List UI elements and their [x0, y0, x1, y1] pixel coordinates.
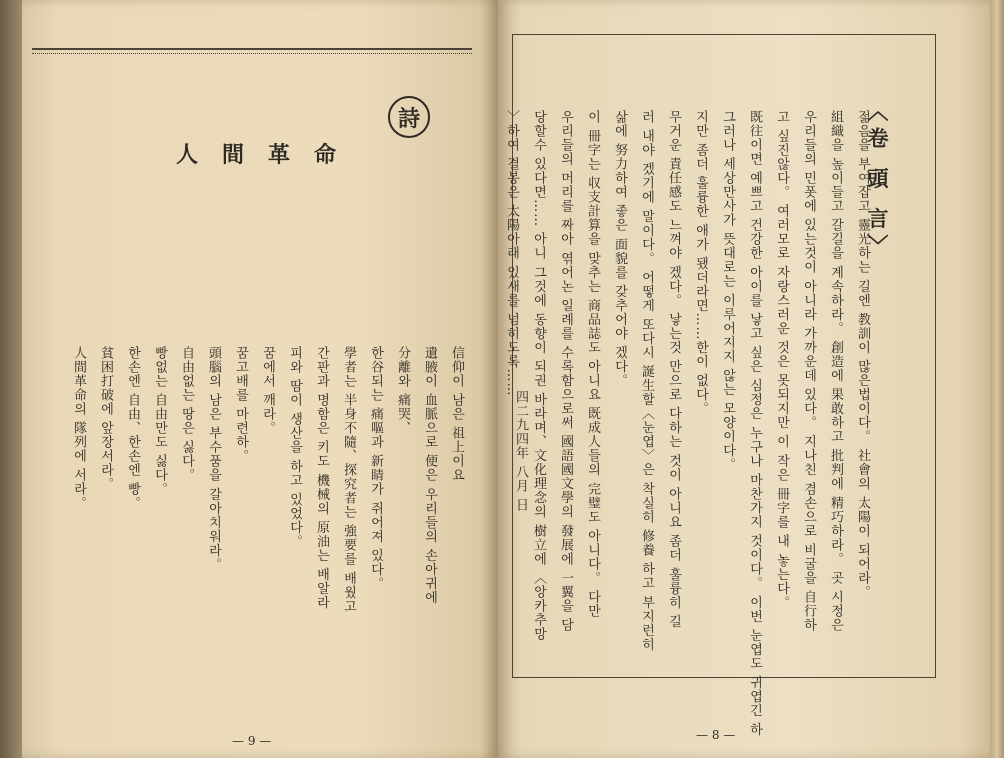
essay-body	[506, 110, 876, 737]
poem-line: 頭腦의 남은 부수품을 갈아치워라。	[206, 346, 221, 572]
page-number-left: — 9 —	[232, 734, 272, 748]
essay-line: 당할수 있다면…… 아니 그것에 동향이 되권 바라며、文化理念의 樹立에 〈앙카추망	[531, 110, 546, 642]
poem-body	[60, 346, 470, 613]
page-stack-edge	[990, 0, 1004, 758]
poem-line: 꿈에서 깨라。	[260, 346, 275, 436]
poem-line: 한손엔 自由、한손엔 빵。	[125, 346, 140, 511]
poem-line: 遺腋이 血脈으로 便은 우리들의 손아귀에	[422, 346, 437, 605]
essay-line: 이 冊字는 収支計算을 맞추는 商品誌도 아니요 既成人들의 完璧도 아니다。 다만	[585, 110, 600, 619]
essay-line: 우리들의 민폿에 있는것이 아니라 가까운데 있다。 지나친 겸손으로 비굴을 自行하	[801, 110, 816, 633]
poem-mark-text: 詩	[397, 105, 420, 132]
essay-line: 지만 좀더 훌륭한 애가 됐더라면……한이 없다。	[693, 110, 708, 416]
essay-line: 組織을 높이들고 갈길을 계속하라。 創造에 果敢하고 批判에 精巧하라。 곳 시정은	[828, 110, 843, 633]
essay-line: 러 내야 겠기에 말이다。 어떻게 또다시 誕生할〈눈엽〉은 착실히 修養 하고 부지런히	[639, 110, 654, 652]
essay-line: 무거운 責任感도 느껴야 겠다。 낳는것 만으로 다하는 것이 아니요 좀더 훌륭히 길	[666, 110, 681, 629]
essay-line: 우리들의 머리를 짜아 엮어논 일례를 수록함으로써 國語國文學의 發展에 一翼을 담	[558, 110, 573, 633]
poem-line: 한谷되는 痛嘔과 新睛가 쥐어져 있다。	[368, 346, 383, 591]
poem-line: 分離와 痛哭、	[395, 346, 410, 436]
essay-line: 既往이면 예쁘고 건강한 아이를 낳고 싶은 심정은 누구나 마찬가지 것이다。 이번 눈엽도 귀엽긴 하	[747, 110, 762, 737]
essay-title: 〈卷 頭 言〉	[865, 100, 890, 262]
poem-line: 信仰이 남은 祖上이요	[449, 346, 464, 483]
poem-line: 貧困打破에 앞장서라。	[98, 346, 113, 492]
poem-mark-seal	[388, 96, 430, 138]
poem-line: 간판과 명함은 키도 機械의 原油는 배알라	[314, 346, 329, 610]
poem-line: 自由없는 땅은 싫다。	[179, 346, 194, 483]
book-cover-edge	[0, 0, 22, 758]
essay-dateline: 四二九四年 八月 日	[513, 390, 528, 513]
page-number-right: — 8 —	[696, 728, 736, 742]
essay-line: 그러나 세상만사가 뜻대로는 이루어지지 않는 모양이다。	[720, 110, 735, 472]
essay-line: 〉하여 결봉은 太陽아래 있새를 넘히도록……	[504, 110, 519, 397]
poem-line: 피와 땀이 생산을 하고 있었다。	[287, 346, 302, 549]
poem-line: 빵없는 自由만도 싫다。	[152, 346, 167, 497]
essay-line: 삶에 努力하여 좋은 面貌를 갖추어야 겠다。	[612, 110, 627, 388]
poem-title: 人間革命	[176, 142, 361, 168]
poem-line: 學者는 半身不隨、探究者는 強要를 배웠고	[341, 346, 356, 614]
poem-line: 人間革命의 隊列에 서라。	[71, 346, 86, 511]
essay-line: 젊음을 부여잡고 靈光하는 길엔 教訓이 많은법이다。 社會의 太陽이 되어라。	[855, 110, 870, 600]
poem-line: 꿈고배를 마련하。	[233, 346, 248, 464]
header-rule	[32, 48, 472, 54]
essay-line: 고 싶진않다。 여러모로 자랑스러운 것은 못되지만 이 작은 冊字를 내 놓는다。	[774, 110, 789, 610]
